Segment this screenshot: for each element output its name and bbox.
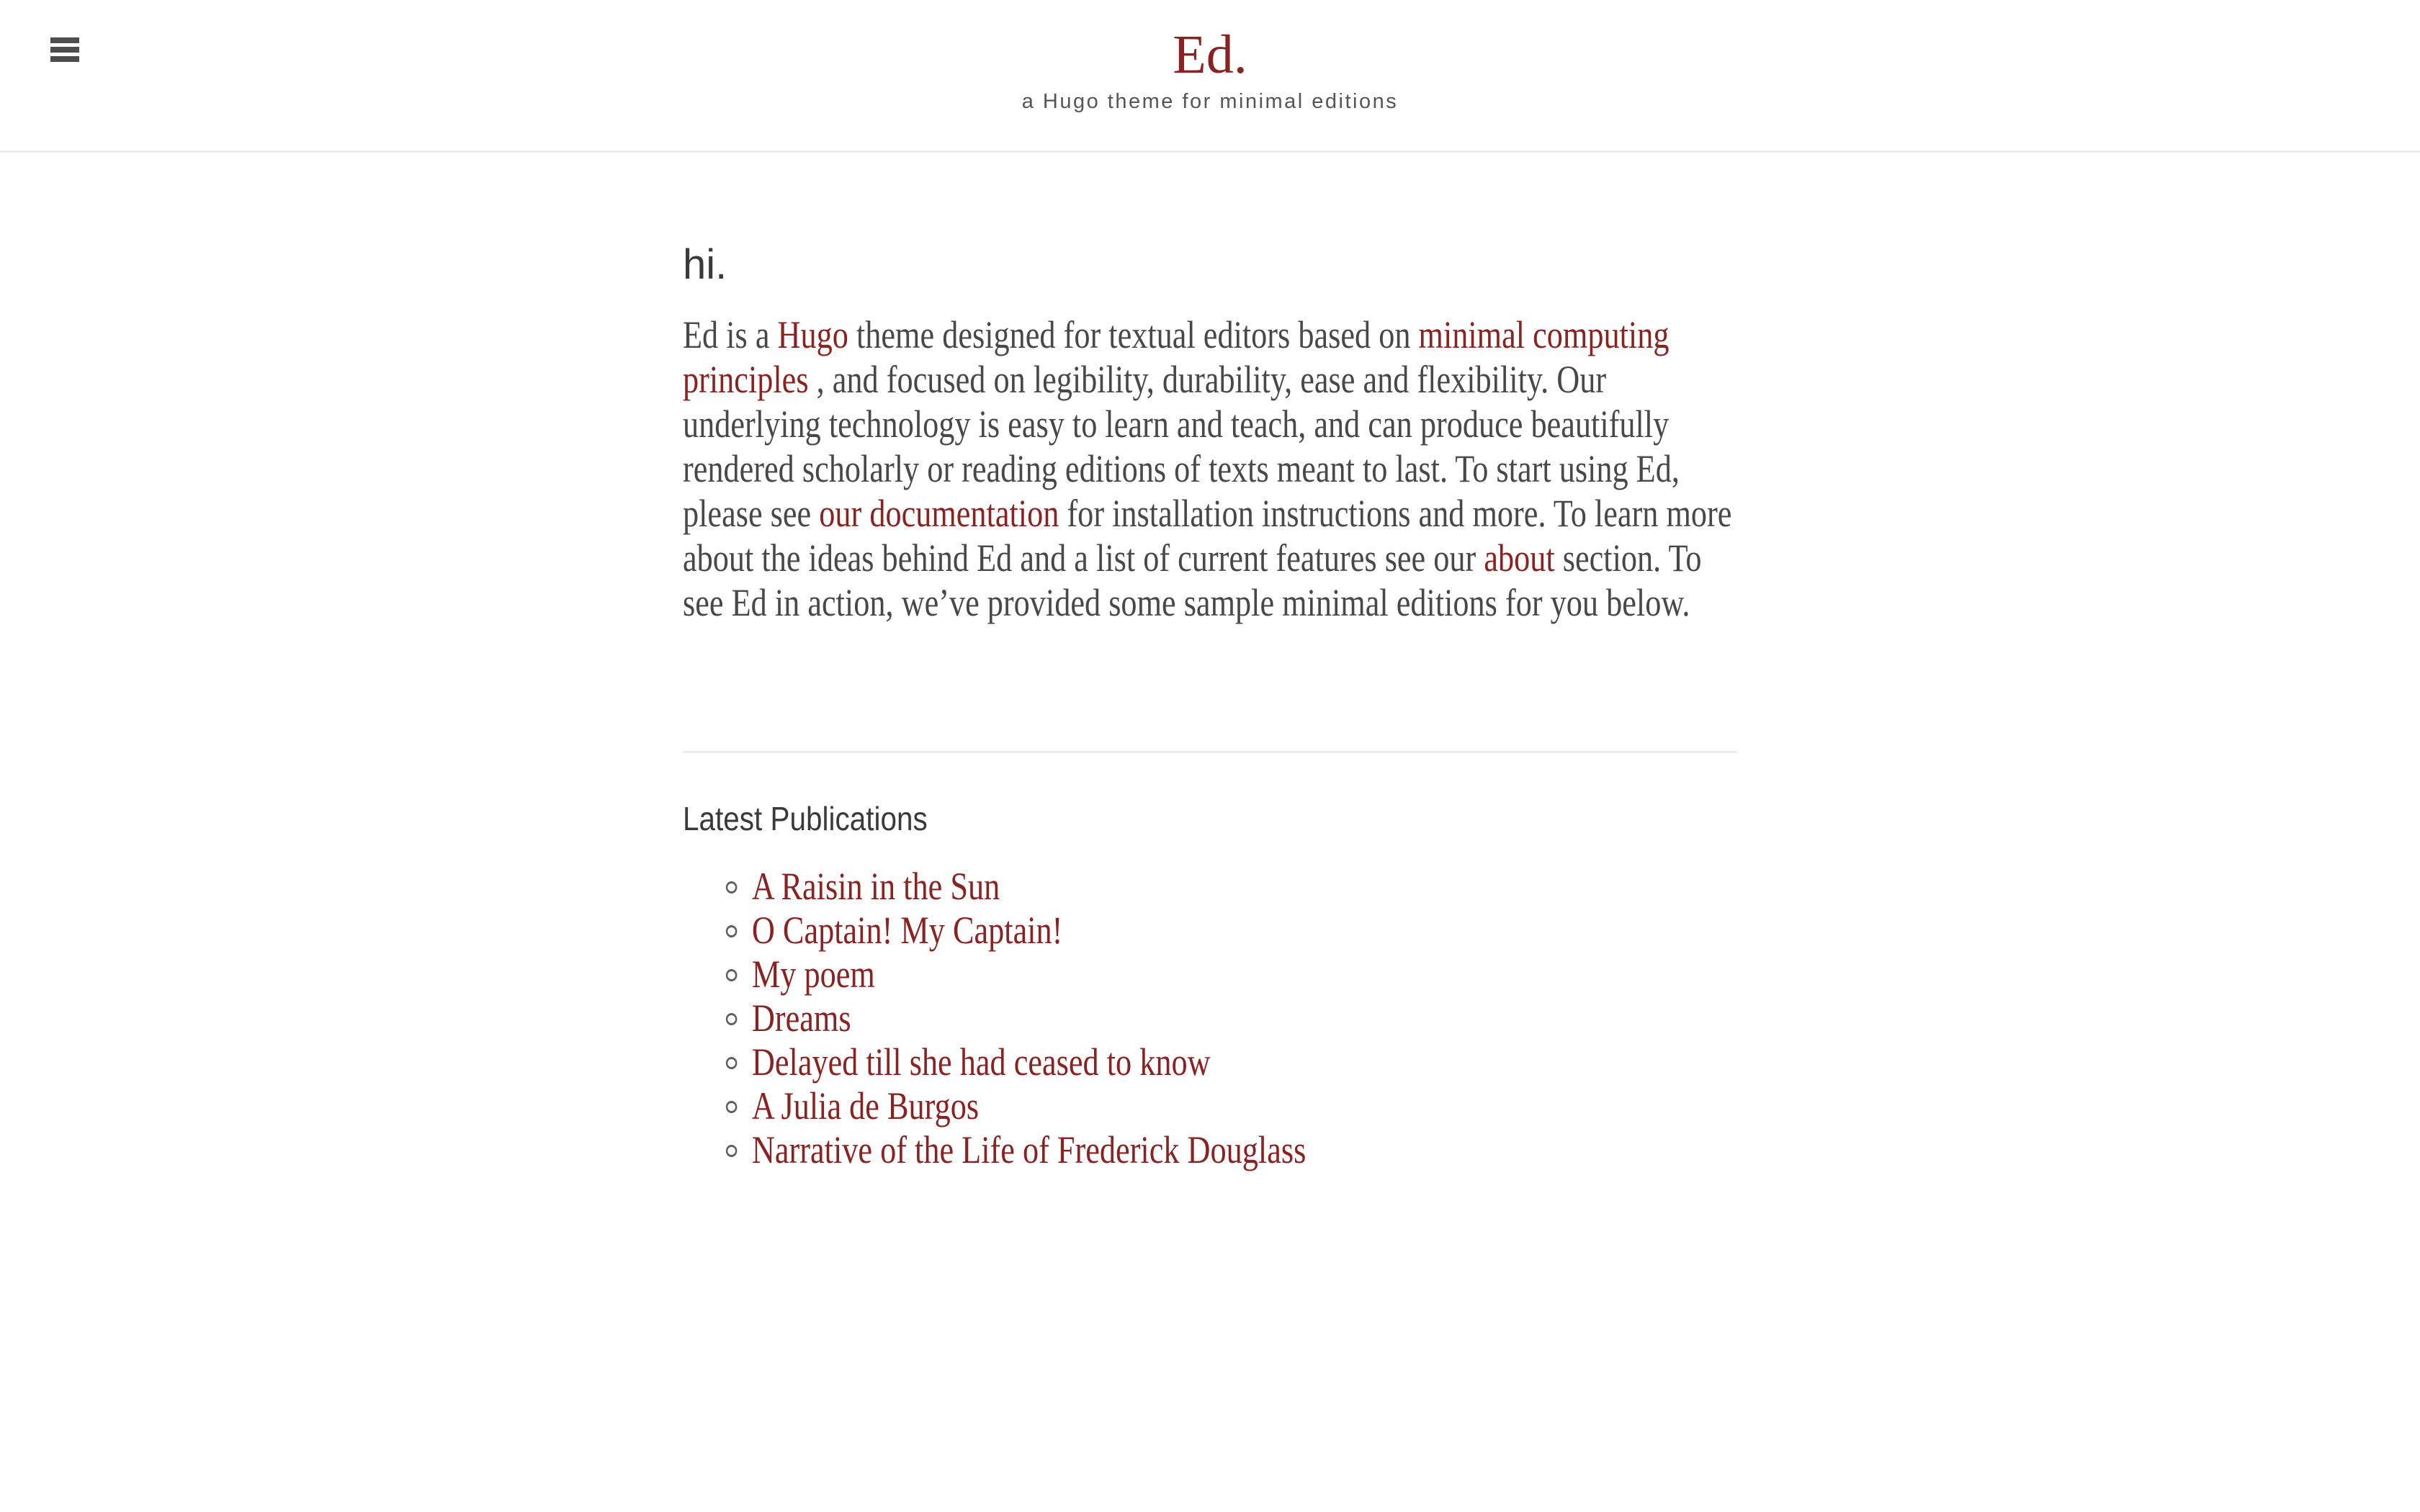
text-segment: Ed is a — [683, 313, 778, 356]
inline-link[interactable]: minimal computing principles — [683, 313, 1670, 401]
latest-publications-heading: Latest Publications — [683, 800, 928, 837]
publication-link[interactable]: A Julia de Burgos — [751, 1084, 980, 1128]
menu-bar — [50, 56, 79, 62]
text-segment: section. To see Ed in action, we’ve provided some sample minimal editions for you below. — [683, 536, 1702, 624]
menu-bar — [50, 47, 79, 53]
publications-list — [683, 865, 1737, 1172]
publication-item — [752, 996, 1737, 1040]
publication-link[interactable]: O Captain! My Captain! — [751, 909, 1063, 952]
text-segment: for installation instructions and more. To learn more about the ideas behind Ed and a list of current features see our — [683, 492, 1732, 580]
site-subtitle: a Hugo theme for minimal editions — [1021, 90, 1399, 113]
publication-item — [752, 865, 1737, 909]
site-header — [0, 0, 2420, 153]
publication-item — [752, 953, 1737, 996]
text-segment: theme designed for textual editors based on — [848, 313, 1419, 356]
publication-link[interactable]: A Raisin in the Sun — [751, 865, 1000, 908]
publication-item — [752, 1084, 1737, 1128]
publication-link[interactable]: Delayed till she had ceased to know — [751, 1040, 1211, 1084]
inline-link[interactable]: Hugo — [777, 313, 848, 356]
menu-bar — [50, 37, 79, 43]
main-content — [683, 153, 1737, 1172]
page-title: hi. — [683, 241, 727, 288]
site-title[interactable]: Ed. — [1173, 24, 1247, 85]
publication-link[interactable]: Dreams — [751, 996, 851, 1040]
publication-item — [752, 1040, 1737, 1084]
inline-link[interactable]: about — [1484, 536, 1555, 580]
text-segment: , and focused on legibility, durability, ease and flexibility. Our underlying technology is easy to learn and teach, and can produce beautifully rendered scholarly or reading editions of texts meant to last. To start using Ed, please see — [683, 358, 1680, 535]
publication-link[interactable]: Narrative of the Life of Frederick Douglass — [751, 1128, 1307, 1171]
publication-item — [752, 909, 1737, 953]
intro-paragraph — [683, 312, 1737, 625]
inline-link[interactable]: our documentation — [819, 492, 1059, 535]
section-divider — [683, 751, 1737, 753]
publication-link[interactable]: My poem — [751, 953, 875, 996]
publication-item — [752, 1128, 1737, 1172]
hamburger-menu-icon[interactable] — [50, 37, 79, 62]
